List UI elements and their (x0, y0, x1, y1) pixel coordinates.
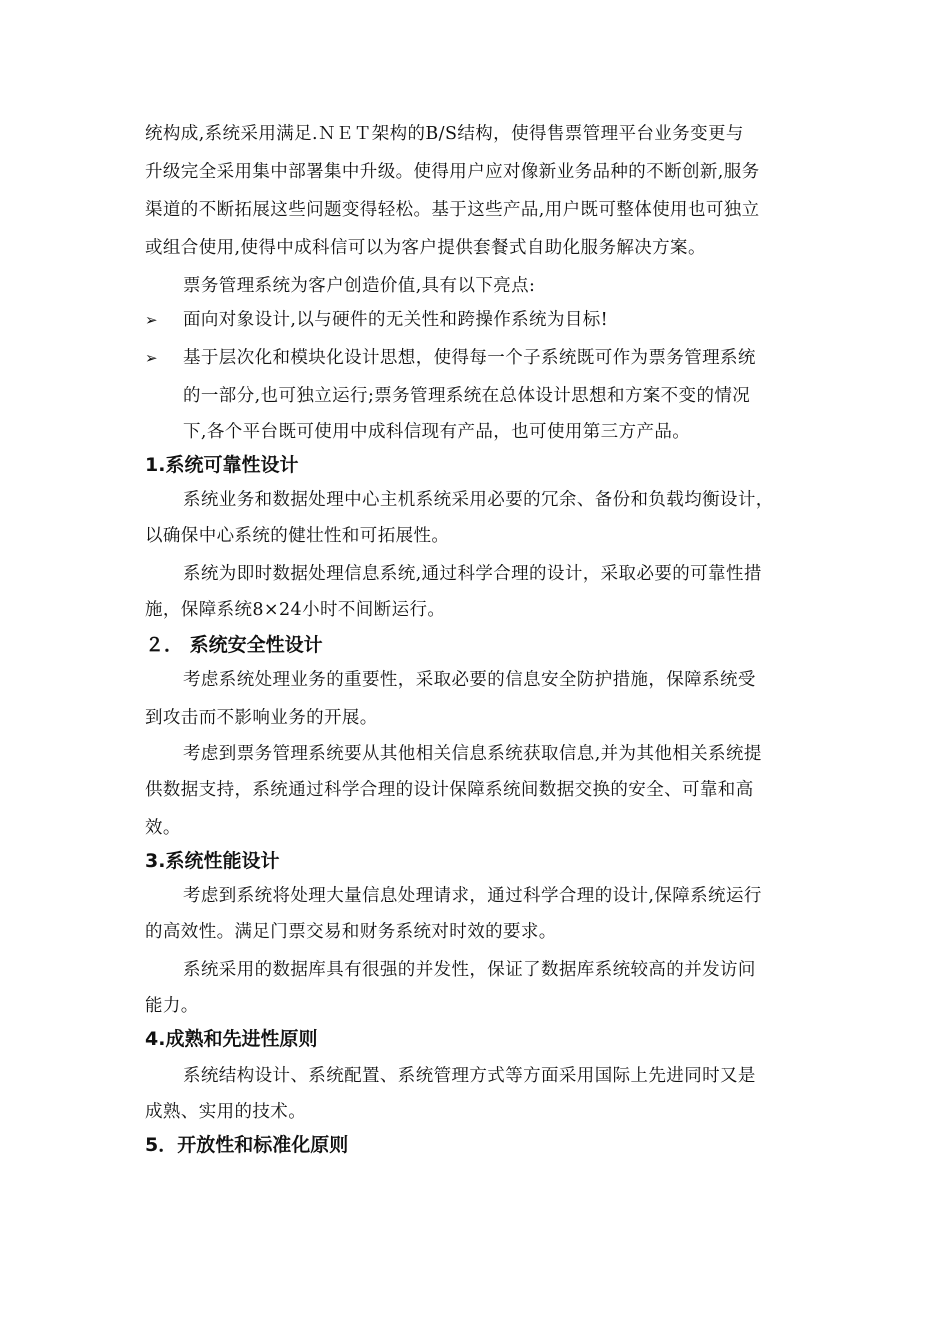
paragraph-line: 系统为即时数据处理信息系统,通过科学合理的设计，采取必要的可靠性措 (183, 564, 762, 584)
intro-line: 统构成,系统采用满足.ＮＥＴ架构的B/S结构，使得售票管理平台业务变更与 (145, 124, 744, 144)
paragraph-line: 考虑到票务管理系统要从其他相关信息系统获取信息,并为其他相关系统提 (183, 744, 762, 764)
paragraph-line: 成熟、实用的技术。 (145, 1102, 307, 1122)
intro-line: 升级完全采用集中部署集中升级。使得用户应对像新业务品种的不断创新,服务 (145, 162, 760, 182)
value-intro-paragraph: 票务管理系统为客户创造价值,具有以下亮点: (183, 276, 536, 296)
paragraph-line: 效。 (145, 818, 181, 838)
paragraph-line: 考虑到系统将处理大量信息处理请求，通过科学合理的设计,保障系统运行 (183, 886, 762, 906)
bullet-arrow-icon: ➢ (145, 311, 158, 329)
intro-line: 渠道的不断拓展这些问题变得轻松。基于这些产品,用户既可整体使用也可独立 (145, 200, 760, 220)
paragraph-line: 考虑系统处理业务的重要性，采取必要的信息安全防护措施，保障系统受 (183, 670, 756, 690)
paragraph-line: 供数据支持，系统通过科学合理的设计保障系统间数据交换的安全、可靠和高 (145, 780, 754, 800)
bullet-item-text: 下,各个平台既可使用中成科信现有产品，也可使用第三方产品。 (183, 422, 691, 442)
section-heading: ２． 系统安全性设计 (145, 634, 323, 656)
section-heading: 1.系统可靠性设计 (145, 454, 299, 476)
paragraph-line: 的高效性。满足门票交易和财务系统对时效的要求。 (145, 922, 557, 942)
bullet-item-text: 基于层次化和模块化设计思想，使得每一个子系统既可作为票务管理系统 (183, 348, 756, 368)
paragraph-line: 以确保中心系统的健壮性和可拓展性。 (145, 526, 450, 546)
section-heading: 5．开放性和标准化原则 (145, 1134, 349, 1156)
paragraph-line: 系统业务和数据处理中心主机系统采用必要的冗余、备份和负载均衡设计， (183, 490, 774, 510)
bullet-item-text: 面向对象设计,以与硬件的无关性和跨操作系统为目标! (183, 310, 609, 330)
section-heading: 4.成熟和先进性原则 (145, 1028, 318, 1050)
paragraph-line: 到攻击而不影响业务的开展。 (145, 708, 378, 728)
paragraph-line: 能力。 (145, 996, 199, 1016)
bullet-item-text: 的一部分,也可独立运行;票务管理系统在总体设计思想和方案不变的情况 (183, 386, 751, 406)
section-heading: 3.系统性能设计 (145, 850, 280, 872)
bullet-arrow-icon: ➢ (145, 349, 158, 367)
intro-line: 或组合使用,使得中成科信可以为客户提供套餐式自助化服务解决方案。 (145, 238, 706, 258)
paragraph-line: 系统结构设计、系统配置、系统管理方式等方面采用国际上先进同时又是 (183, 1066, 756, 1086)
paragraph-line: 施，保障系统8×24小时不间断运行。 (145, 600, 446, 620)
paragraph-line: 系统采用的数据库具有很强的并发性，保证了数据库系统较高的并发访问 (183, 960, 756, 980)
